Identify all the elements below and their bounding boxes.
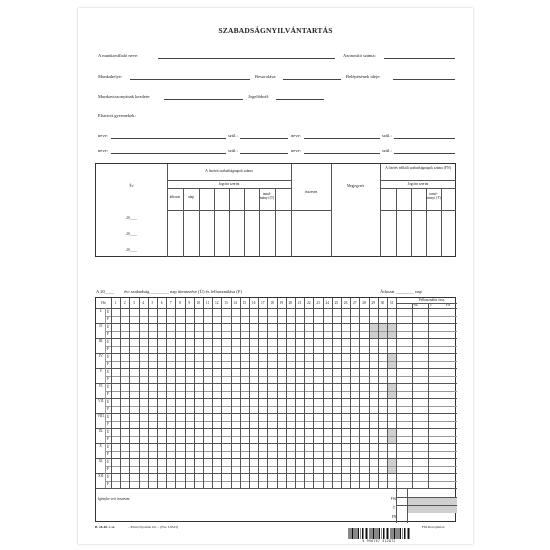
used-marker: F <box>107 467 109 471</box>
col-notes: Megjegyzés <box>346 184 365 188</box>
total-row-fn: FN <box>391 515 397 519</box>
day-header: 10 <box>196 301 201 305</box>
scheduled-marker: Ü <box>106 474 110 479</box>
col-base: alap <box>188 195 194 199</box>
child3-name-label: neve: <box>98 148 108 153</box>
employee-name-label: A munkavállaló neve: <box>98 53 139 58</box>
child1-born-label: szül.: <box>228 133 238 138</box>
calendar-grid <box>95 297 456 522</box>
scheduled-marker: Ü <box>106 444 110 449</box>
day-header: 1 <box>114 301 117 305</box>
col-total: összesen <box>304 190 318 194</box>
used-marker: F <box>107 422 109 426</box>
day-header: 4 <box>142 301 145 305</box>
barcode-number: 5 996767 512872 <box>362 539 396 543</box>
used-marker: F <box>107 437 109 441</box>
used-marker: F <box>107 407 109 411</box>
month-label: I. <box>99 309 103 313</box>
barcode <box>348 528 410 539</box>
paid-by-law: Jogcím szerint <box>218 182 240 186</box>
entry-date-field[interactable] <box>393 79 455 80</box>
day-header: 26 <box>343 301 348 305</box>
scheduled-marker: Ü <box>106 384 110 389</box>
month-label: VI. <box>98 384 104 388</box>
workplace-field[interactable] <box>130 79 250 80</box>
year-row-2: 20____ <box>126 232 137 236</box>
footer-code: B. 18-48. r. sz. <box>95 525 116 529</box>
child4-name-label: neve: <box>291 148 301 153</box>
day-header: 8 <box>179 301 181 305</box>
legal-predecessor-field[interactable] <box>276 99 324 100</box>
used-marker: F <box>107 482 109 486</box>
col-month: Hó <box>101 301 106 305</box>
child3-born-label: szül.: <box>228 148 238 153</box>
day-header: 13 <box>224 301 228 305</box>
child4-name-field[interactable] <box>304 153 380 154</box>
child4-born-label: szül.: <box>382 148 392 153</box>
scheduled-marker: Ü <box>106 324 110 329</box>
day-header: 31 <box>389 301 394 305</box>
total-label: Igénybe vett összesen: <box>98 497 131 501</box>
entry-date-label: Belépésének ideje: <box>346 74 381 79</box>
scheduled-marker: Ü <box>106 459 110 464</box>
month-label: XII. <box>98 474 104 478</box>
day-header: 20 <box>288 301 293 305</box>
day-header: 17 <box>260 301 265 305</box>
scheduled-marker: Ü <box>106 414 110 419</box>
usage-col-fsz: FSZ <box>411 303 419 307</box>
day-header: 16 <box>251 301 256 305</box>
calendar-year-label: A 20____ <box>96 289 114 294</box>
day-header: 22 <box>306 301 311 305</box>
employment-start-label: Munkaviszonyának kezdete: <box>98 94 151 99</box>
scheduled-marker: Ü <box>106 399 110 404</box>
footer-publisher: – Pátria Nyomda Zrt. – (Fsz: I-8323) <box>128 525 179 529</box>
day-header: 7 <box>169 301 172 305</box>
month-label: V. <box>99 369 103 373</box>
legal-predecessor-label: Jogelődnél: <box>248 94 270 99</box>
day-header: 15 <box>242 301 247 305</box>
day-header: 19 <box>279 301 283 305</box>
day-header: 5 <box>151 301 154 305</box>
used-marker: F <box>107 392 109 396</box>
scheduled-marker: Ü <box>106 369 110 374</box>
form-page <box>78 8 473 544</box>
workplace-label: Munkahelye: <box>98 74 123 79</box>
col-carried-over: áthozat <box>169 195 181 199</box>
classification-field[interactable] <box>283 79 341 80</box>
col-study-leave: tanul-mányi (T) <box>259 192 275 200</box>
child4-born-field[interactable] <box>394 153 455 154</box>
child1-born-field[interactable] <box>240 138 288 139</box>
child1-name-label: neve: <box>98 133 108 138</box>
day-header: 3 <box>133 301 135 305</box>
used-marker: F <box>107 362 109 366</box>
day-header: 14 <box>233 301 237 305</box>
total-row-t: T <box>392 506 396 510</box>
child1-name-field[interactable] <box>111 138 226 139</box>
day-header: 24 <box>325 301 329 305</box>
month-label: III. <box>98 339 104 343</box>
month-label: VIII. <box>97 414 105 418</box>
id-number-field[interactable] <box>384 58 455 59</box>
month-label: XI. <box>98 459 104 463</box>
calendar-carry-over: Áthozat ________ nap <box>380 289 422 294</box>
day-header: 12 <box>214 301 219 305</box>
footer-recommended: FM által ajánlott <box>422 525 445 529</box>
total-row-fsz: FSZ <box>390 497 398 501</box>
form-title: SZABADSÁGNYILVÁNTARTÁS <box>218 26 333 35</box>
used-marker: F <box>107 452 109 456</box>
used-marker: F <box>107 332 109 336</box>
day-header: 25 <box>334 301 339 305</box>
totals-shade <box>407 497 457 505</box>
scheduled-marker: Ü <box>106 309 110 314</box>
scheduled-marker: Ü <box>106 339 110 344</box>
year-row-3: 20____ <box>126 248 137 252</box>
month-label: II. <box>99 324 103 328</box>
unpaid-title: A fizetés nélküli szabadságnapok száma (FN) <box>385 166 451 170</box>
day-header: 6 <box>160 301 163 305</box>
month-label: X. <box>99 444 103 448</box>
day-header: 23 <box>316 301 320 305</box>
day-header: 2 <box>123 301 126 305</box>
used-marker: F <box>107 347 109 351</box>
used-marker: F <box>107 377 109 381</box>
child2-born-field[interactable] <box>394 138 455 139</box>
child2-name-field[interactable] <box>304 138 380 139</box>
day-header: 9 <box>188 301 191 305</box>
col-unpaid-study: tanul-mányi (T) <box>426 192 441 200</box>
usage-col-t: T <box>429 303 433 307</box>
day-header: 11 <box>205 301 210 305</box>
employee-name-field[interactable] <box>158 58 335 59</box>
day-header: 30 <box>380 301 385 305</box>
day-header: 29 <box>371 301 375 305</box>
used-marker: F <box>107 317 109 321</box>
col-year: Év <box>129 184 134 188</box>
calendar-heading: évi szabadság ________ nap ütemezése (Ü) és felhasználása (F) <box>124 289 242 294</box>
month-label: VII. <box>98 399 104 403</box>
employment-start-field[interactable] <box>164 99 243 100</box>
id-number-label: Azonosító száma: <box>343 53 376 58</box>
day-header: 18 <box>270 301 274 305</box>
day-header: 28 <box>362 301 366 305</box>
unpaid-by-law: Jogcím szerint <box>407 182 429 186</box>
classification-label: Besorolása: <box>255 74 277 79</box>
usage-title: Felhasználás össz. <box>418 298 446 302</box>
child3-born-field[interactable] <box>240 153 288 154</box>
usage-col-fn: FN <box>445 303 451 307</box>
summary-table <box>95 163 456 257</box>
totals-shade <box>407 505 457 513</box>
child2-name-label: neve: <box>291 133 301 138</box>
year-row-1: 20____ <box>126 216 137 220</box>
child2-born-label: szül.: <box>382 133 392 138</box>
day-header: 21 <box>297 301 302 305</box>
child3-name-field[interactable] <box>111 153 226 154</box>
day-header: 27 <box>352 301 357 305</box>
scheduled-marker: Ü <box>106 354 110 359</box>
month-label: IX. <box>98 429 104 433</box>
scheduled-marker: Ü <box>106 429 110 434</box>
dependents-label: Eltartott gyermekek: <box>98 113 136 118</box>
month-label: IV. <box>98 354 104 358</box>
paid-title: A fizetett szabadságnapok száma <box>205 169 253 173</box>
